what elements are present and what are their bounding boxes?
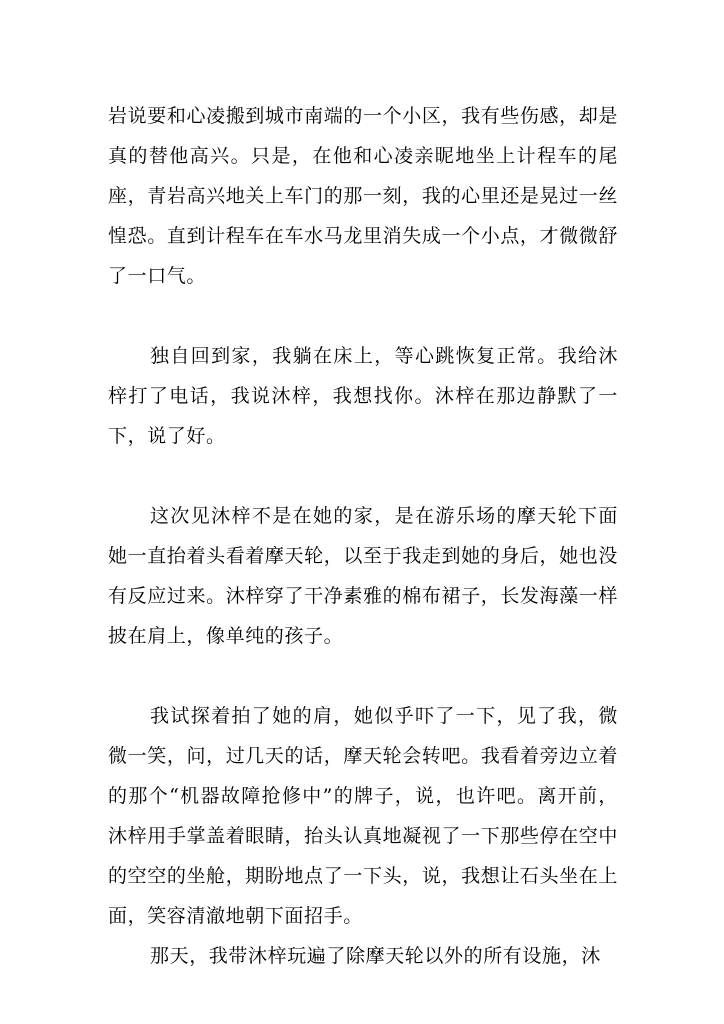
- paragraph-1: 岩说要和心凌搬到城市南端的一个小区，我有些伤感，却是真的替他高兴。只是，在他和心凌亲昵地坐上计程车的尾座，青岩高兴地关上车门的那一刻，我的心里还是晃过一丝惶恐。直到计程车在车水马龙里消失成一个小点，才微微舒了一口气。: [108, 105, 618, 287]
- document-page: [108, 96, 618, 976]
- paragraph-2: 独自回到家，我躺在床上，等心跳恢复正常。我给沐梓打了电话，我说沐梓，我想找你。沐梓在那边静默了一下，说了好。: [108, 345, 618, 447]
- paragraph-4: 我试探着拍了她的肩，她似乎吓了一下，见了我，微微一笑，问，过几天的话，摩天轮会转吧。我看着旁边立着的那个“机器故障抢修中”的牌子，说，也许吧。离开前，沐梓用手掌盖着眼睛，抬头认真地凝视了一下那些停在空中的空空的坐舱，期盼地点了一下头，说，我想让石头坐在上面，笑容清澈地朝下面招手。: [108, 705, 618, 927]
- paragraph-3: 这次见沐梓不是在她的家，是在游乐场的摩天轮下面她一直抬着头看着摩天轮，以至于我走到她的身后，她也没有反应过来。沐梓穿了干净素雅的棉布裙子，长发海藻一样披在肩上，像单纯的孩子。: [108, 505, 618, 647]
- paragraph-5: 那天，我带沐梓玩遍了除摩天轮以外的所有设施，沐: [150, 945, 601, 967]
